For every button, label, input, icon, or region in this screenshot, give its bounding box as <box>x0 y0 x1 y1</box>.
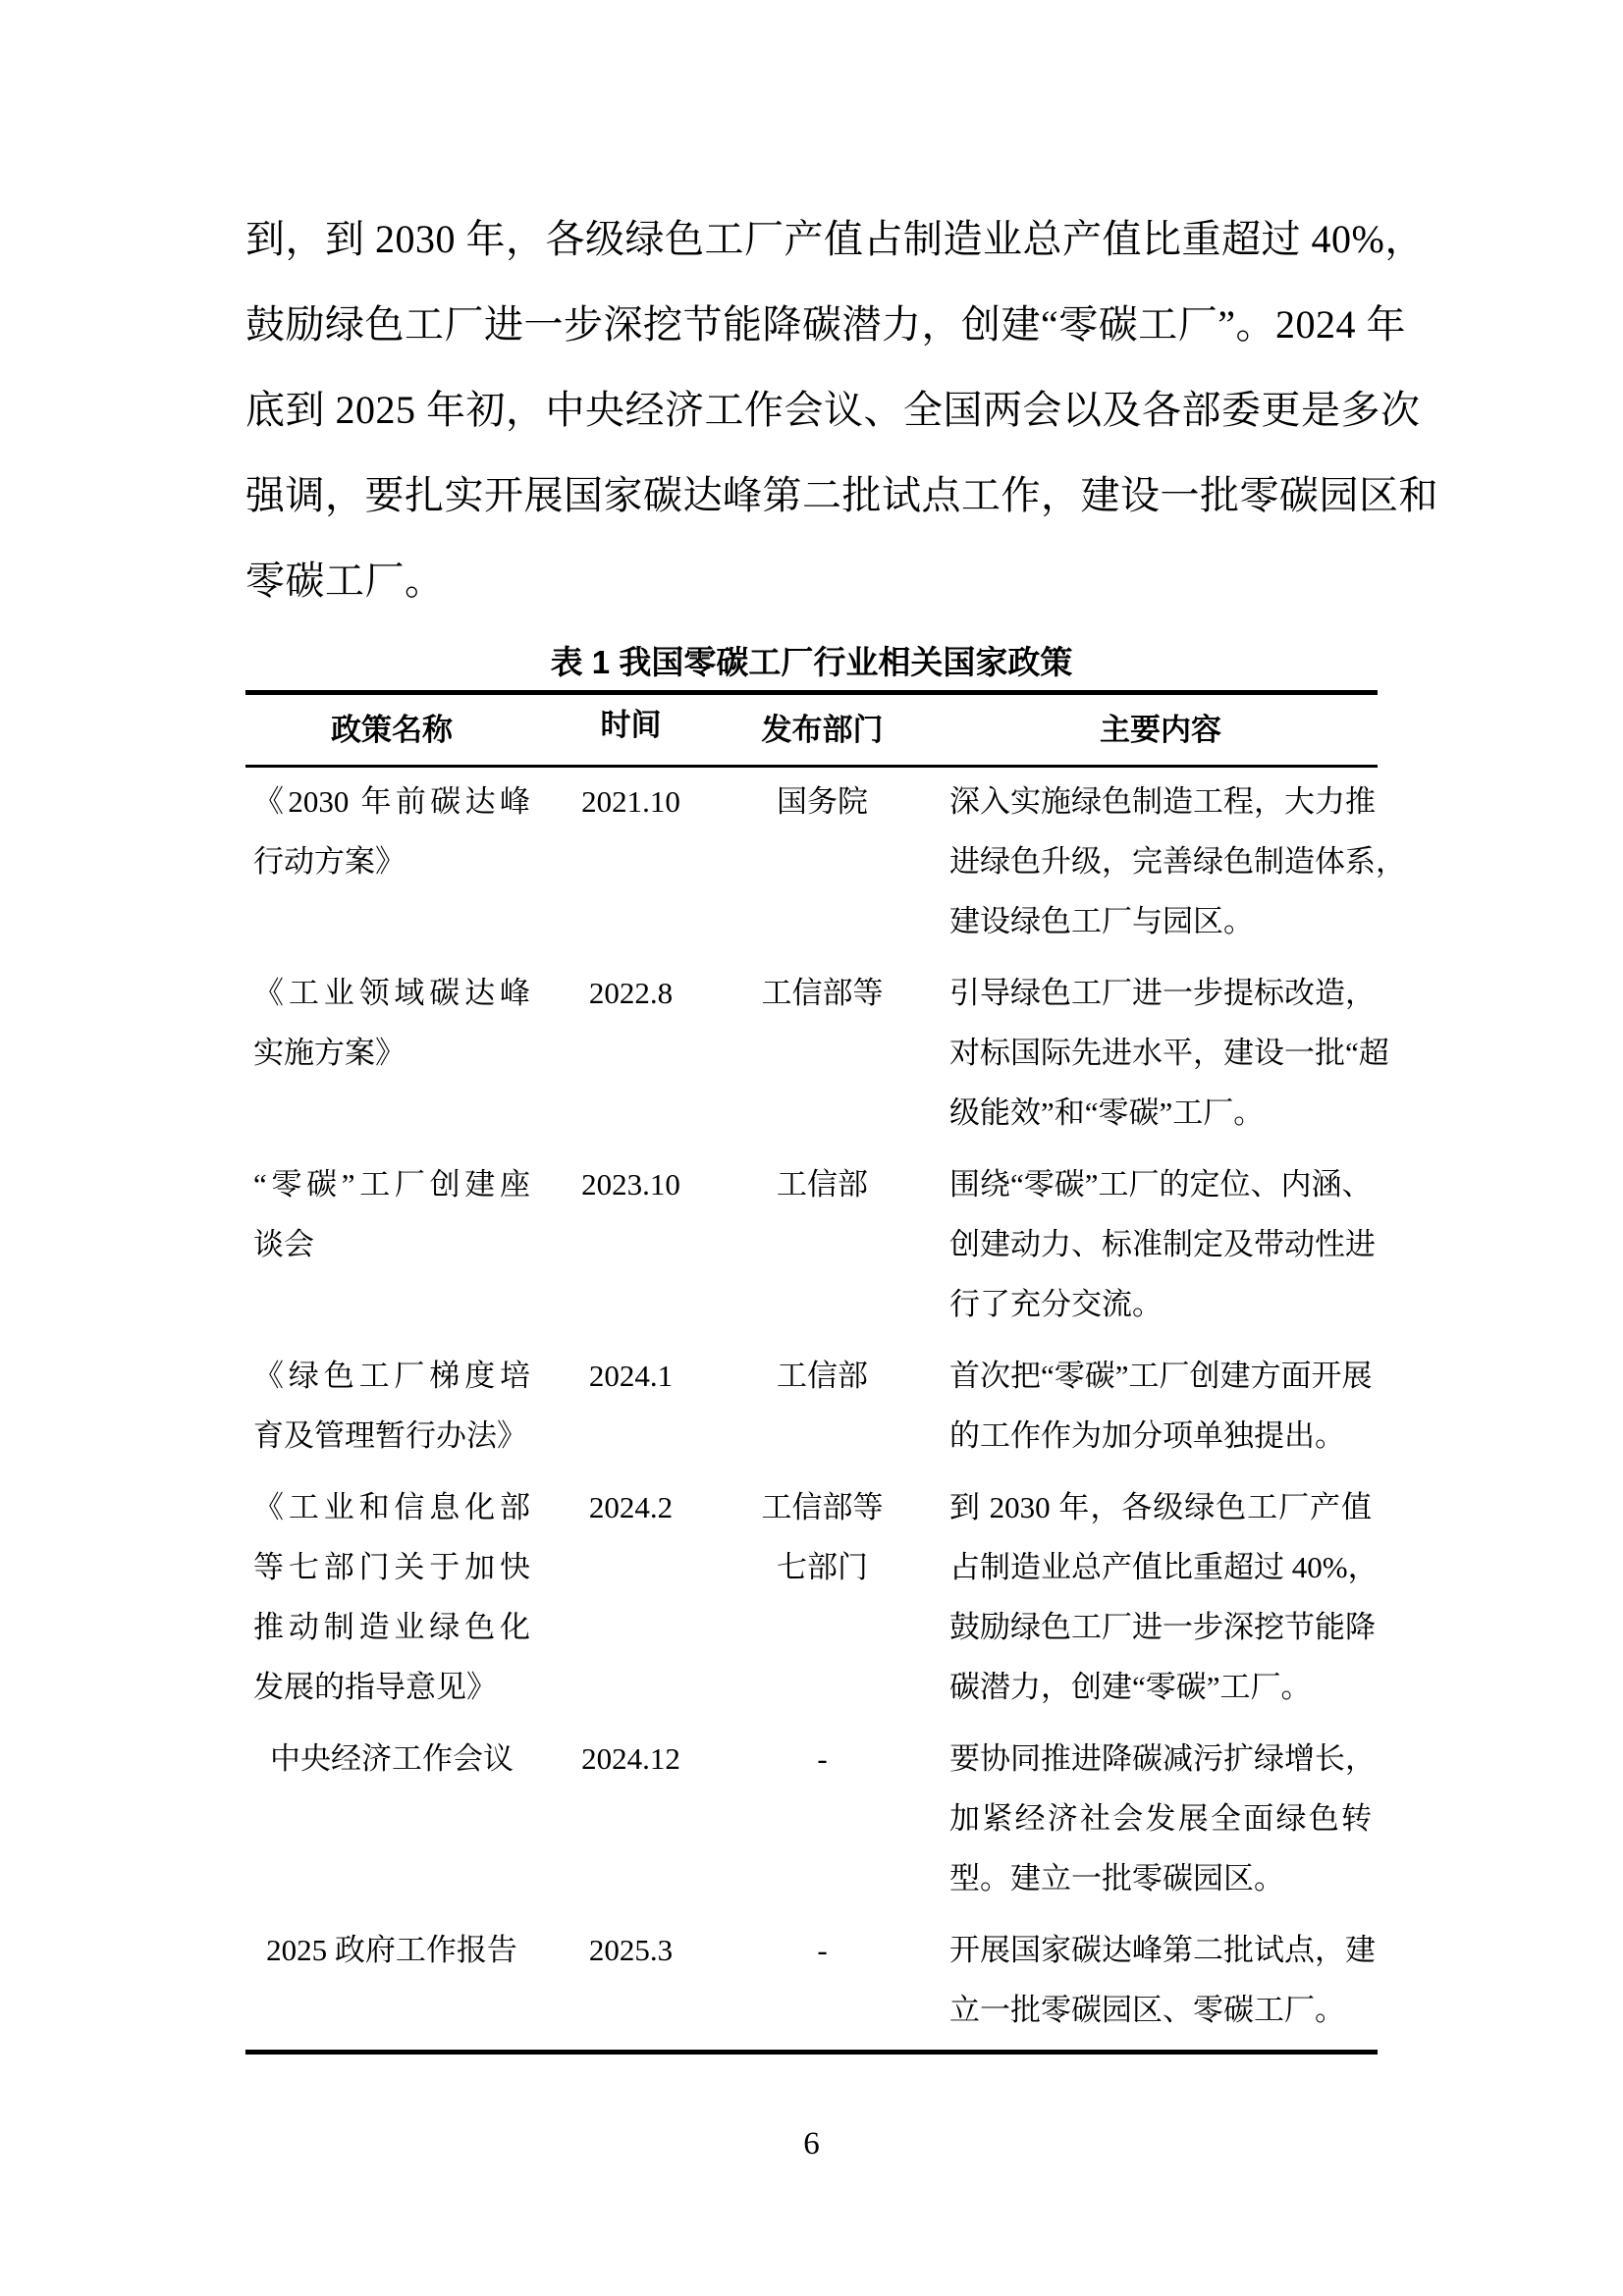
policy-dept-cell <box>697 772 947 831</box>
policy-date-cell: 2024.2 <box>588 1490 674 1524</box>
policy-date-cell: 2025.3 <box>588 1933 674 1967</box>
policy-content-line: 碳潜力，创建“零碳”工厂。 <box>949 1670 1312 1704</box>
policy-content-line: 创建动力、标准制定及带动性进 <box>949 1227 1376 1261</box>
policy-content-line: 深入实施绿色制造工程，大力推 <box>949 784 1376 819</box>
policy-name-cell <box>245 772 565 891</box>
table-row <box>245 963 1389 1143</box>
policy-name-line: 《工业和信息化部 <box>253 1490 530 1524</box>
policy-content-line: 围绕“零碳”工厂的定位、内涵、 <box>949 1167 1373 1201</box>
policy-content-line: 首次把“零碳”工厂创建方面开展 <box>949 1359 1373 1393</box>
policy-content-line: 行了充分交流。 <box>949 1287 1163 1321</box>
policy-dept-line: - <box>817 1741 828 1776</box>
policy-name-cell <box>245 1477 565 1717</box>
policy-content-line: 型。建立一批零碳园区。 <box>949 1861 1284 1896</box>
policy-date-cell: 2021.10 <box>581 784 680 819</box>
table-header-row <box>245 695 1378 768</box>
policy-date-cell: 2024.12 <box>581 1741 680 1776</box>
policy-name-line: “零碳”工厂创建座 <box>253 1167 530 1201</box>
policy-content-line: 要协同推进降碳减污扩绿增长， <box>949 1741 1376 1776</box>
policy-content-cell <box>947 1729 1378 1908</box>
policy-content-line: 的工作作为加分项单独提出。 <box>949 1418 1345 1453</box>
policy-dept-line: 国务院 <box>777 784 868 819</box>
policy-name-line: 谈会 <box>253 1227 314 1261</box>
table-row <box>245 1729 1378 1908</box>
policy-name-cell <box>245 1346 565 1466</box>
policy-name-line: 《绿色工厂梯度培 <box>253 1359 530 1393</box>
policy-dept-cell <box>697 1920 947 1980</box>
policy-dept-cell <box>697 1477 947 1597</box>
policy-content-line: 引导绿色工厂进一步提标改造， <box>949 976 1376 1010</box>
policy-name-line: 2025 政府工作报告 <box>266 1933 517 1967</box>
table-row <box>245 1477 1378 1717</box>
paragraph-line: 底到 2025 年初，中央经济工作会议、全国两会以及各部委更是多次 <box>245 388 1421 432</box>
policy-name-line: 行动方案》 <box>253 844 406 879</box>
policy-content-cell <box>947 772 1406 951</box>
policy-content-line: 建设绿色工厂与园区。 <box>949 904 1254 938</box>
table-row <box>245 1346 1378 1466</box>
policy-date-cell: 2024.1 <box>588 1359 674 1393</box>
paragraph-line: 到，到 2030 年，各级绿色工厂产值占制造业总产值比重超过 40%， <box>245 217 1425 261</box>
policy-name-cell <box>245 1154 565 1274</box>
policy-dept-line: 工信部 <box>777 1359 868 1393</box>
policy-content-line: 开展国家碳达峰第二批试点，建 <box>949 1933 1376 1967</box>
policy-date-cell: 2022.8 <box>588 976 674 1010</box>
policy-date-cell: 2023.10 <box>581 1167 680 1201</box>
policy-dept-cell <box>697 1154 947 1214</box>
column-header: 主要内容 <box>1100 713 1221 747</box>
policy-content-cell <box>947 1154 1378 1334</box>
policy-table <box>245 690 1406 2055</box>
paragraph-line: 强调，要扎实开展国家碳达峰第二批试点工作，建设一批零碳园区和 <box>245 473 1438 517</box>
paragraph-line: 零碳工厂。 <box>245 559 445 603</box>
table-caption: 表 1 我国零碳工厂行业相关国家政策 <box>550 644 1073 680</box>
policy-content-line: 到 2030 年，各级绿色工厂产值 <box>949 1490 1372 1524</box>
policy-content-line: 加紧经济社会发展全面绿色转 <box>949 1801 1372 1836</box>
policy-name-cell <box>245 963 565 1083</box>
column-header: 政策名称 <box>331 713 453 747</box>
table-row <box>245 1920 1378 2040</box>
policy-content-cell <box>947 1346 1378 1466</box>
policy-dept-line: 工信部等 <box>761 976 884 1010</box>
paragraph-line: 鼓励绿色工厂进一步深挖节能降碳潜力，创建“零碳工厂”。2024 年 <box>245 302 1407 347</box>
policy-content-line: 对标国际先进水平，建设一批“超 <box>949 1036 1389 1070</box>
policy-dept-cell <box>697 963 947 1023</box>
policy-dept-cell <box>697 1346 947 1406</box>
policy-content-cell <box>947 1920 1378 2040</box>
table-row <box>245 1154 1378 1334</box>
policy-dept-cell <box>697 1729 947 1789</box>
policy-name-line: 推动制造业绿色化 <box>253 1610 530 1644</box>
policy-content-cell <box>947 963 1389 1143</box>
policy-dept-line: 工信部 <box>777 1167 868 1201</box>
table-body <box>245 768 1406 2050</box>
policy-content-cell <box>947 1477 1378 1717</box>
policy-name-line: 发展的指导意见》 <box>253 1670 497 1704</box>
policy-content-line: 鼓励绿色工厂进一步深挖节能降 <box>949 1610 1376 1644</box>
policy-name-line: 育及管理暂行办法》 <box>253 1418 527 1453</box>
policy-name-cell <box>245 1729 565 1789</box>
policy-name-line: 《工业领域碳达峰 <box>253 976 530 1010</box>
policy-name-line: 等七部门关于加快 <box>253 1550 530 1584</box>
policy-name-cell <box>245 1920 565 1980</box>
policy-name-line: 中央经济工作会议 <box>270 1741 514 1776</box>
policy-dept-line: 七部门 <box>777 1550 868 1584</box>
policy-dept-line: - <box>817 1933 828 1967</box>
policy-dept-line: 工信部等 <box>761 1490 884 1524</box>
column-header: 时间 <box>600 708 662 742</box>
body-paragraph <box>245 196 1438 623</box>
policy-name-line: 实施方案》 <box>253 1036 406 1070</box>
table-row <box>245 772 1406 951</box>
policy-content-line: 进绿色升级，完善绿色制造体系， <box>949 844 1406 879</box>
policy-content-line: 立一批零碳园区、零碳工厂。 <box>949 1993 1345 2027</box>
column-header: 发布部门 <box>761 713 884 747</box>
policy-content-line: 级能效”和“零碳”工厂。 <box>949 1095 1265 1130</box>
policy-content-line: 占制造业总产值比重超过 40%， <box>949 1550 1379 1584</box>
page-number: 6 <box>803 2126 820 2162</box>
policy-name-line: 《2030 年前碳达峰 <box>253 784 530 819</box>
